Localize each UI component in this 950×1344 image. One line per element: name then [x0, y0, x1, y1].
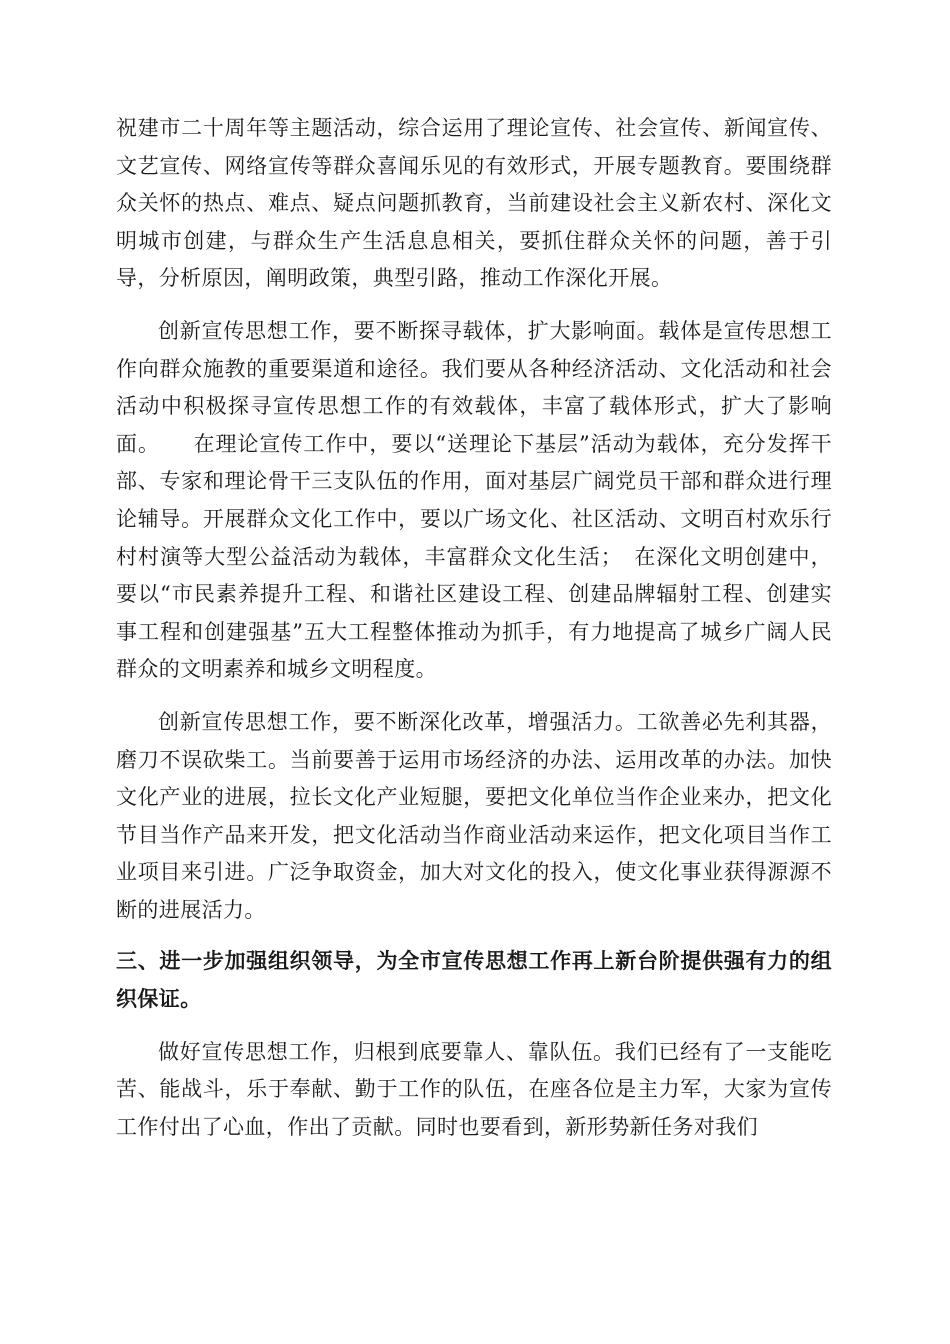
- body-paragraph: 创新宣传思想工作，要不断深化改革，增强活力。工欲善必先利其器，磨刀不误砍柴工。当前要善于运用市场经济的办法、运用改革的办法。加快文化产业的进展，拉长文化产业短腿，要把文化单位当作企业来办，把文化节目当作产品来开发，把文化活动当作商业活动来运作，把文化项目当作工业项目来引进。广泛争取资金，加大对文化的投入，使文化事业获得源源不断的进展活力。: [116, 709, 832, 922]
- body-paragraph: 祝建市二十周年等主题活动，综合运用了理论宣传、社会宣传、新闻宣传、文艺宣传、网络宣传等群众喜闻乐见的有效形式，开展专题教育。要围绕群众关怀的热点、难点、疑点问题抓教育，当前建设社会主义新农村、深化文明城市创建，与群众生产生活息息相关，要抓住群众关怀的问题，善于引导，分析原因，阐明政策，典型引路，推动工作深化开展。: [116, 116, 832, 291]
- section-heading: 三、进一步加强组织领导，为全市宣传思想工作再上新台阶提供强有力的组织保证。: [116, 949, 832, 1012]
- document-page: [116, 110, 832, 1146]
- body-paragraph: 创新宣传思想工作，要不断探寻载体，扩大影响面。载体是宣传思想工作向群众施教的重要渠道和途径。我们要从各种经济活动、文化活动和社会活动中积极探寻宣传思想工作的有效载体，丰富了载体形式，扩大了影响面。 在理论宣传工作中，要以“送理论下基层”活动为载体，充分发挥干部、专家和理论骨干三支队伍的作用，面对基层广阔党员干部和群众进行理论辅导。开展群众文化工作中，要以广场文化、社区活动、文明百村欢乐行村村演等大型公益活动为载体，丰富群众文化生活； 在深化文明创建中，要以“市民素养提升工程、和谐社区建设工程、创建品牌辐射工程、创建实事工程和创建强基”五大工程整体推动为抓手，有力地提高了城乡广阔人民群众的文明素养和城乡文明程度。: [116, 318, 832, 682]
- body-paragraph: 做好宣传思想工作，归根到底要靠人、靠队伍。我们已经有了一支能吃苦、能战斗，乐于奉献、勤于工作的队伍，在座各位是主力军，大家为宣传工作付出了心血，作出了贡献。同时也要看到，新形势新任务对我们: [116, 1039, 832, 1139]
